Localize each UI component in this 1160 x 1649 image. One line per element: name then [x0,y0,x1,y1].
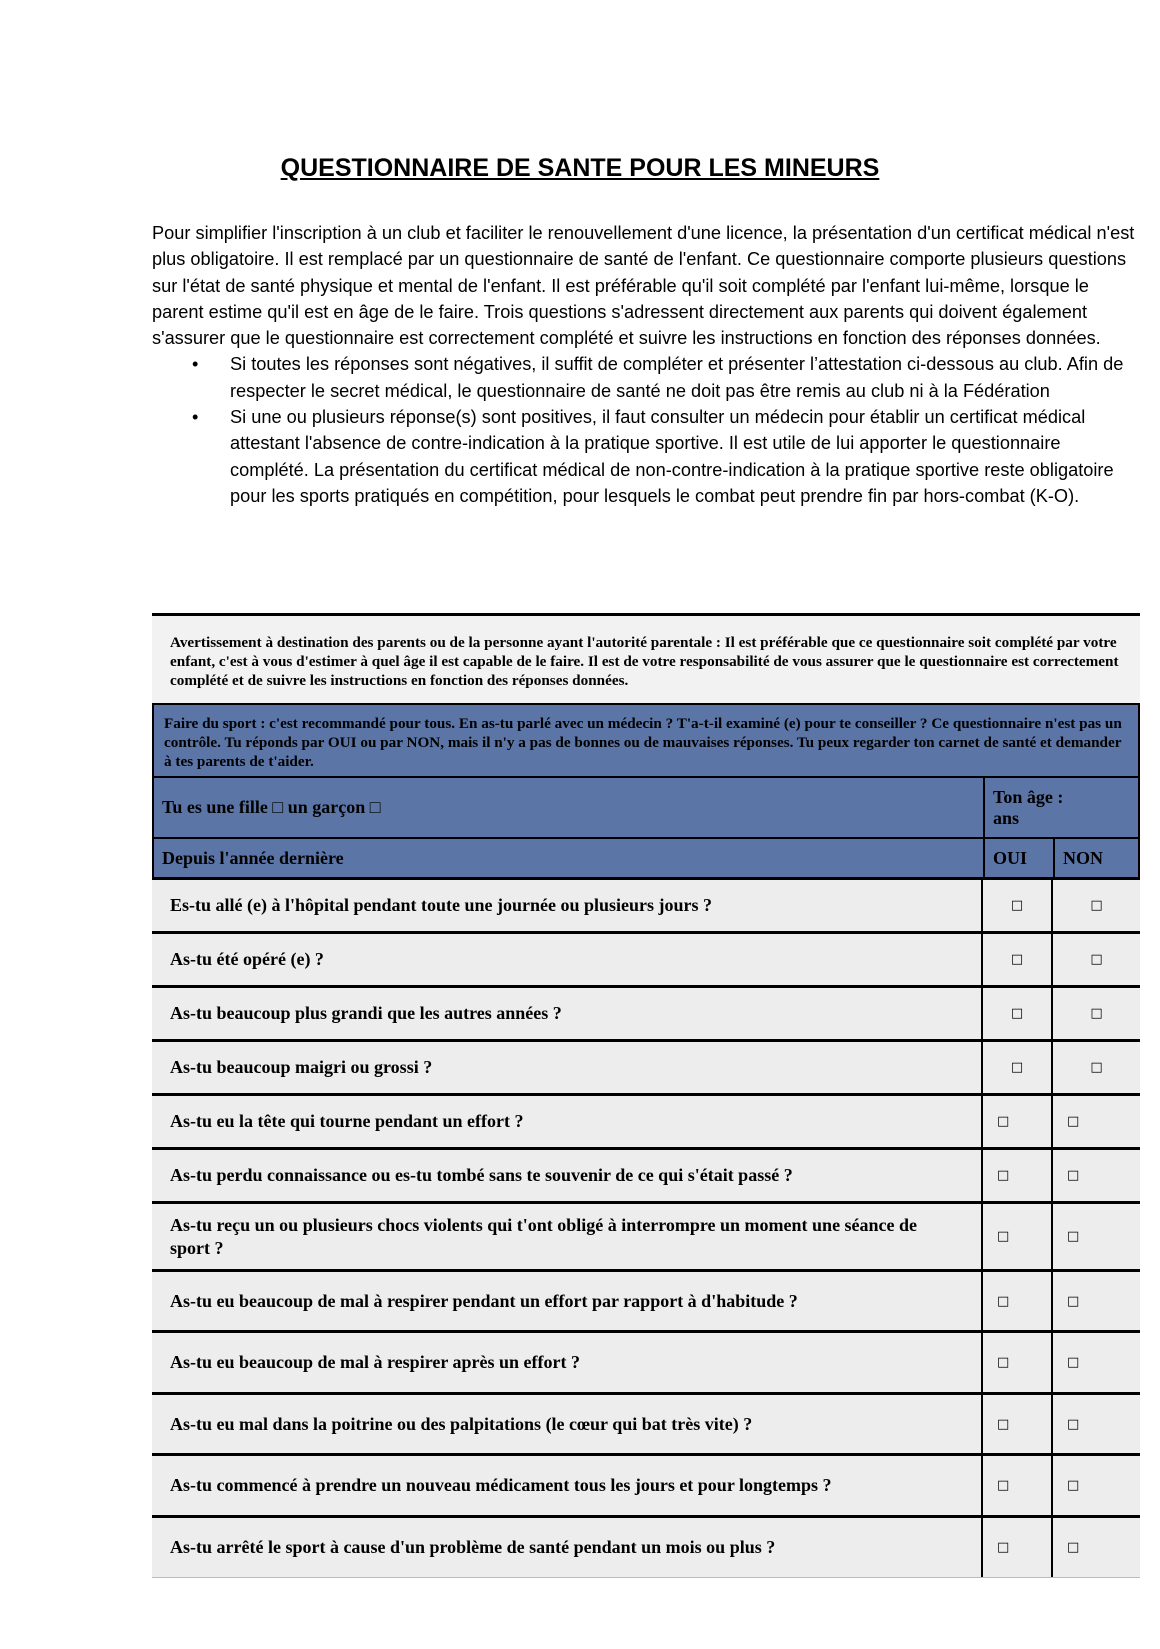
no-checkbox[interactable]: □ [1051,1456,1140,1515]
no-checkbox[interactable]: □ [1051,1150,1140,1201]
yes-column-header: OUI [983,839,1053,877]
question-text: As-tu eu beaucoup de mal à respirer après un effort ? [170,1352,580,1372]
yes-checkbox[interactable]: □ [981,1042,1051,1093]
question-row [152,1392,1140,1453]
yes-checkbox[interactable]: □ [981,1150,1051,1201]
instruction-item: • Si une ou plusieurs réponse(s) sont positives, il faut consulter un médecin pour établir un certificat médical attestant l'absence de contre-indication à la pratique sportive. Il est utile de lui apporter le questionnaire complété. La présentation du certificat médical de non-contre-indication à la pratique sportive reste obligatoire pour les sports pratiqués en compétition, pour lesquels le combat peut prendre fin par hors-combat (K-O). [230,404,1137,509]
question-row [152,985,1140,1039]
yes-checkbox[interactable]: □ [981,1395,1051,1453]
question-text: As-tu eu la tête qui tourne pendant un effort ? [170,1111,524,1131]
age-label: Ton âge : [993,786,1064,807]
yes-checkbox[interactable]: □ [981,988,1051,1039]
table-bottom-border [152,1577,1140,1578]
no-checkbox[interactable]: □ [1051,934,1140,985]
yes-checkbox[interactable]: □ [981,1272,1051,1330]
identity-row [152,776,1140,837]
age-unit: ans [993,807,1020,828]
no-checkbox[interactable]: □ [1051,988,1140,1039]
yes-checkbox[interactable]: □ [981,1096,1051,1147]
intro-text [152,220,1137,509]
no-checkbox[interactable]: □ [1051,1333,1140,1392]
question-row [152,1093,1140,1147]
no-checkbox[interactable]: □ [1051,1042,1140,1093]
no-checkbox[interactable]: □ [1051,880,1140,931]
yes-checkbox[interactable]: □ [981,1204,1051,1269]
bullet-icon: • [192,354,199,375]
question-row [152,1147,1140,1201]
parent-warning: Avertissement à destination des parents ou de la personne ayant l'autorité parentale : Il est préférable que ce questionnaire soit complété par votre enfant, c'est à vous d'estimer à quel âge il est capable de le faire. Il est de votre responsabilité de vous assurer que le questionnaire est correctement complété et de suivre les instructions en fonction des réponses données. [152,613,1140,703]
no-checkbox[interactable]: □ [1051,1204,1140,1269]
question-row [152,1515,1140,1577]
no-checkbox[interactable]: □ [1051,1272,1140,1330]
age-field[interactable] [983,778,1142,837]
question-text: As-tu eu beaucoup de mal à respirer pendant un effort par rapport à d'habitude ? [170,1290,798,1311]
section-label: Depuis l'année dernière [162,847,344,868]
question-text: Es-tu allé (e) à l'hôpital pendant toute une journée ou plusieurs jours ? [170,895,713,915]
yes-checkbox[interactable]: □ [981,934,1051,985]
question-row [152,931,1140,985]
page-title: QUESTIONNAIRE DE SANTE POUR LES MINEURS [280,154,880,182]
no-checkbox[interactable]: □ [1051,1395,1140,1453]
gender-prompt[interactable]: Tu es une fille □ un garçon □ [162,797,381,817]
column-header-row [152,837,1140,877]
question-text: As-tu reçu un ou plusieurs chocs violents qui t'ont obligé à interrompre un moment une séance de sport ? [170,1214,918,1258]
yes-checkbox[interactable]: □ [981,1518,1051,1577]
question-text: As-tu arrêté le sport à cause d'un problème de santé pendant un mois ou plus ? [170,1537,776,1557]
question-row [152,1039,1140,1093]
question-text: As-tu beaucoup maigri ou grossi ? [170,1057,433,1077]
question-text: As-tu perdu connaissance ou es-tu tombé sans te souvenir de ce qui s'était passé ? [170,1165,793,1185]
question-text: As-tu beaucoup plus grandi que les autres années ? [170,1003,562,1023]
question-text: As-tu été opéré (e) ? [170,949,324,969]
yes-checkbox[interactable]: □ [981,1333,1051,1392]
health-questionnaire-table [152,613,1140,1578]
no-column-header: NON [1053,839,1138,877]
question-rows [152,877,1140,1577]
no-checkbox[interactable]: □ [1051,1096,1140,1147]
instructions-list [152,351,1137,509]
yes-checkbox[interactable]: □ [981,880,1051,931]
no-checkbox[interactable]: □ [1051,1518,1140,1577]
question-text: As-tu commencé à prendre un nouveau médicament tous les jours et pour longtemps ? [170,1475,832,1495]
intro-paragraph: Pour simplifier l'inscription à un club et faciliter le renouvellement d'une licence, la présentation d'un certificat médical n'est plus obligatoire. Il est remplacé par un questionnaire de santé de l'enfant. Ce questionnaire comporte plusieurs questions sur l'état de santé physique et mental de l'enfant. Il est préférable qu'il soit complété par l'enfant lui-même, lorsque le parent estime qu'il est en âge de le faire. Trois questions s'adressent directement aux parents qui doivent également s'assurer que le questionnaire est correctement complété et suivre les instructions en fonction des réponses données. [152,223,1135,349]
question-row [152,1453,1140,1515]
question-text: As-tu eu mal dans la poitrine ou des palpitations (le cœur qui bat très vite) ? [170,1413,753,1434]
bullet-icon: • [192,407,199,428]
yes-checkbox[interactable]: □ [981,1456,1051,1515]
question-row [152,1330,1140,1392]
instruction-item: • Si toutes les réponses sont négatives, il suffit de compléter et présenter l’attestation ci-dessous au club. Afin de respecter le secret médical, le questionnaire de santé ne doit pas être remis au club ni à la Fédération [230,351,1137,404]
question-row [152,1269,1140,1330]
question-row [152,1201,1140,1269]
question-row [152,877,1140,931]
child-instructions: Faire du sport : c'est recommandé pour tous. En as-tu parlé avec un médecin ? T'a-t-il examiné (e) pour te conseiller ? Ce questionnaire n'est pas un contrôle. Tu réponds par OUI ou par NON, mais il n'y a pas de bonnes ou de mauvaises réponses. Tu peux regarder ton carnet de santé et demander à tes parents de t'aider. [152,703,1140,776]
